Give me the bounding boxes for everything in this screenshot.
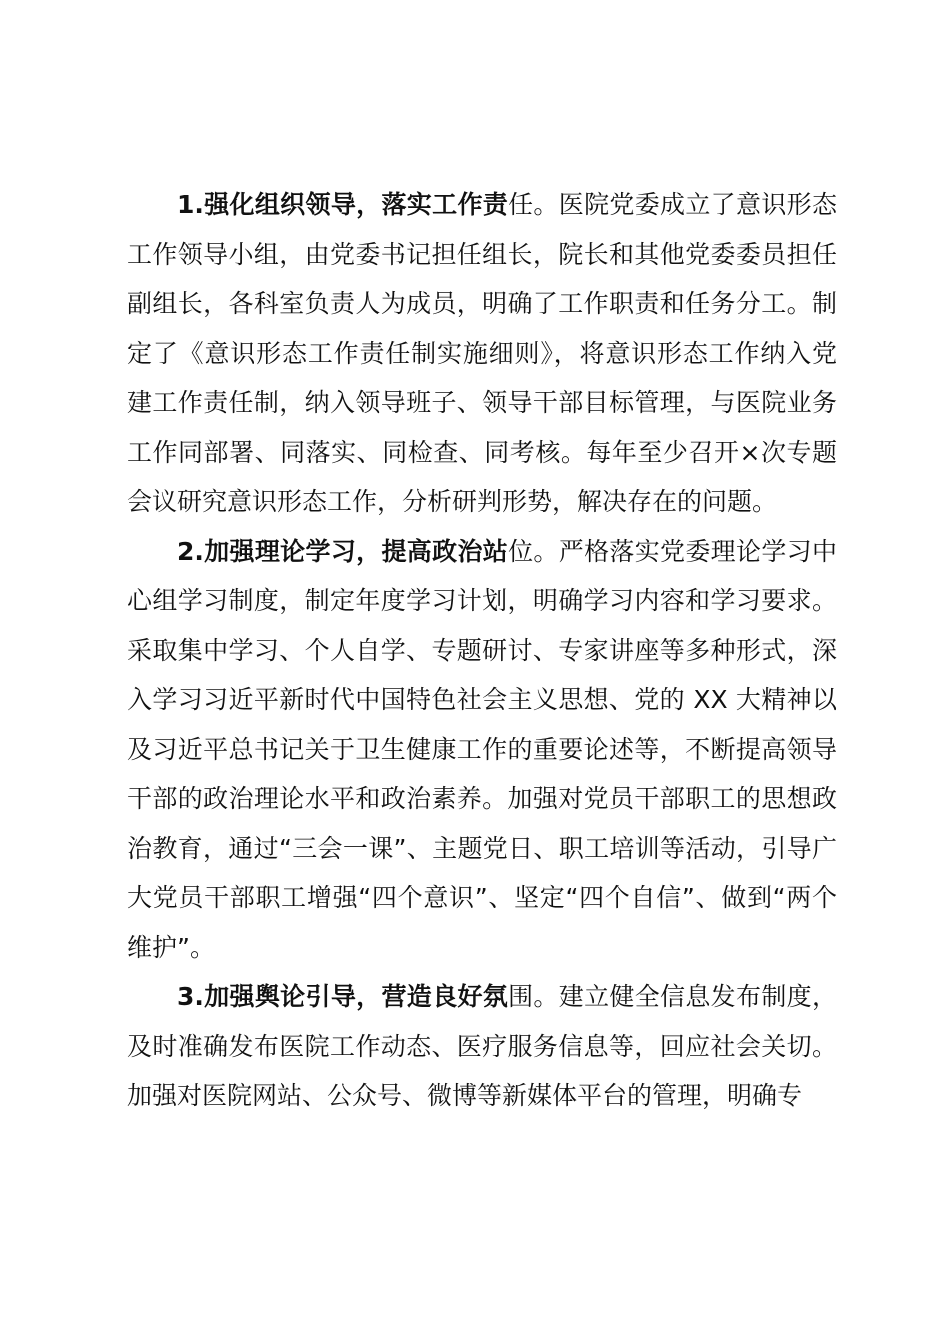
paragraph-3-text: 围。建立健全信息发布制度，及时准确发布医院工作动态、医疗服务信息等，回应社会关切。加强对医院网站、公众号、微博等新媒体平台的管理，明确专	[127, 982, 837, 1110]
paragraph-2-text: 位。严格落实党委理论学习中心组学习制度，制定年度学习计划，明确学习内容和学习要求。采取集中学习、个人自学、专题研讨、专家讲座等多种形式，深入学习习近平新时代中国特色社会主义思想、党的 XX 大精神以及习近平总书记关于卫生健康工作的重要论述等，不断提高领导干部的政治理论水平和政治素养。加强对党员干部职工的思想政治教育，通过“三会一课”、主题党日、职工培训等活动，引导广大党员干部职工增强“四个意识”、坚定“四个自信”、做到“两个维护”。	[127, 536, 837, 962]
paragraph-2	[127, 527, 837, 973]
paragraph-3	[127, 972, 837, 1121]
document-body	[127, 180, 837, 1121]
paragraph-1	[127, 180, 837, 527]
paragraph-1-text: 任。医院党委成立了意识形态工作领导小组，由党委书记担任组长，院长和其他党委委员担任副组长，各科室负责人为成员，明确了工作职责和任务分工。制定了《意识形态工作责任制实施细则》，将意识形态工作纳入党建工作责任制，纳入领导班子、领导干部目标管理，与医院业务工作同部署、同落实、同检查、同考核。每年至少召开×次专题会议研究意识形态工作，分析研判形势，解决存在的问题。	[127, 190, 837, 516]
paragraph-1-heading: 1.强化组织领导，落实工作责	[177, 190, 509, 219]
paragraph-3-heading: 3.加强舆论引导，营造良好氛	[177, 982, 509, 1011]
paragraph-2-heading: 2.加强理论学习，提高政治站	[177, 536, 509, 566]
